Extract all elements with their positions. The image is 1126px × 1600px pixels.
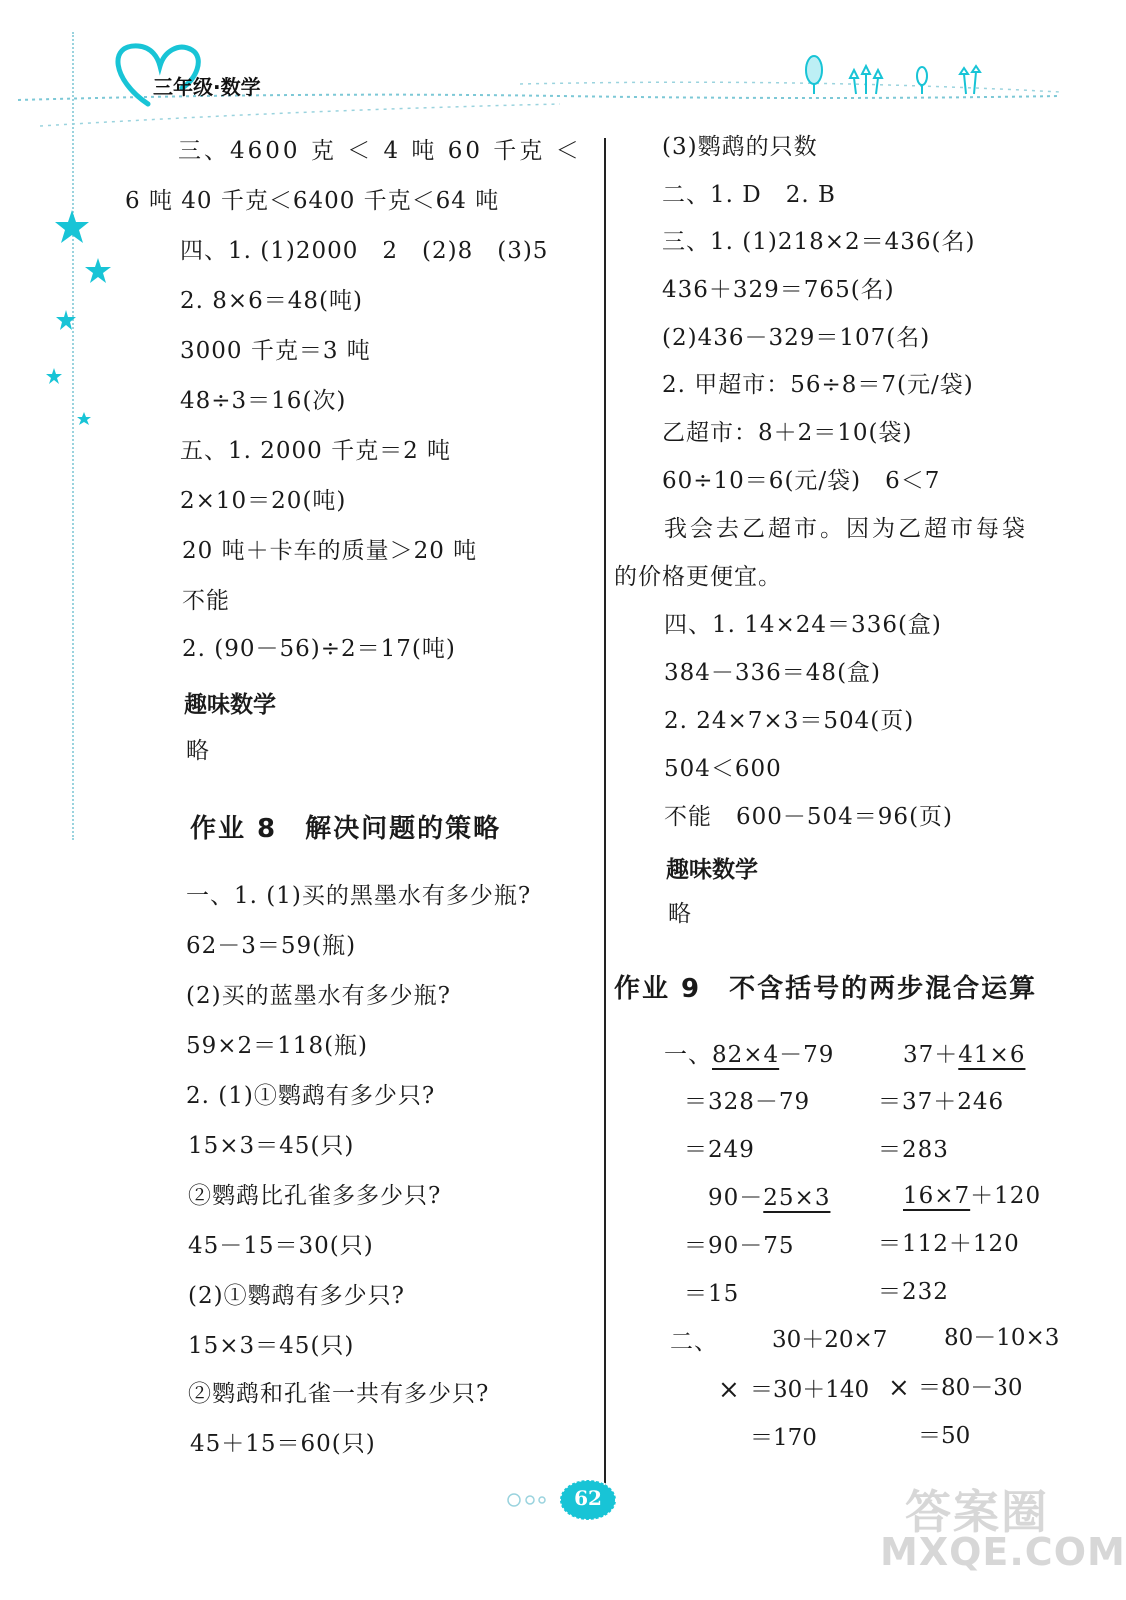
calc-a3: ＝249 [684, 1137, 755, 1163]
calc-a1-underlined: 82×4 [712, 1042, 780, 1068]
s8-line-2: 62－3＝59(瓶) [186, 933, 357, 959]
left-line-4: 2. 8×6＝48(吨) [180, 288, 364, 314]
right-line-11: 四、1. 14×24＝336(盒) [664, 612, 942, 638]
s8-line-7: ②鹦鹉比孔雀多多少只? [188, 1183, 442, 1209]
calc-d3: ＝232 [878, 1279, 949, 1305]
calc-b2: ＝37＋246 [878, 1089, 1005, 1115]
calc-f2: ＝80－30 [918, 1375, 1023, 1401]
left-line-5: 3000 千克＝3 吨 [180, 338, 371, 364]
calc-c1 [708, 1184, 830, 1212]
calc-b3: ＝283 [878, 1137, 949, 1163]
right-line-12: 384－336＝48(盒) [664, 660, 882, 686]
right-line-5: (2)436－329＝107(名) [662, 325, 931, 351]
page-number: 62 [574, 1486, 602, 1510]
right-line-6: 2. 甲超市：56÷8＝7(元/袋) [662, 372, 974, 398]
right-line-14: 504＜600 [664, 756, 782, 782]
left-line-7: 五、1. 2000 千克＝2 吨 [180, 438, 452, 464]
right-fun-math-title: 趣味数学 [666, 857, 758, 883]
s8-line-12: 45＋15＝60(只) [190, 1431, 376, 1457]
s8-line-1: 一、1. (1)买的黑墨水有多少瓶? [186, 883, 532, 909]
watermark-url: MXQE.COM [880, 1530, 1126, 1574]
calc-a1 [664, 1041, 834, 1069]
right-line-10: 的价格更便宜。 [614, 564, 782, 590]
calc-a1-rest: －79 [779, 1042, 835, 1068]
section-8-title: 作业 8 解决问题的策略 [190, 814, 502, 844]
s8-line-9: (2)①鹦鹉有多少只? [188, 1283, 405, 1309]
s8-line-4: 59×2＝118(瓶) [186, 1033, 369, 1059]
calc-e1: 30＋20×7 [772, 1327, 888, 1353]
left-line-6: 48÷3＝16(次) [180, 388, 347, 414]
calc-f3: ＝50 [918, 1423, 971, 1449]
left-fun-math-answer: 略 [186, 738, 210, 764]
right-line-2: 二、1. D 2. B [662, 182, 836, 208]
left-line-3: 四、1. (1)2000 2 (2)8 (3)5 [180, 238, 549, 264]
wrong-mark-icon: × [718, 1375, 741, 1405]
calc-f1: 80－10×3 [944, 1325, 1060, 1351]
calc-d1-underlined: 16×7 [903, 1183, 971, 1209]
s8-line-3: (2)买的蓝墨水有多少瓶? [186, 983, 451, 1009]
calc-prefix-2: 二、 [670, 1329, 718, 1355]
right-line-4: 436＋329＝765(名) [662, 277, 895, 303]
calc-b1-pre: 37＋ [903, 1042, 959, 1068]
calc-b1-underlined: 41×6 [958, 1042, 1026, 1068]
star-icons [40, 200, 120, 440]
section-9-title: 作业 9 不含括号的两步混合运算 [614, 974, 1038, 1004]
watermark-text: 答案圈 [905, 1485, 1049, 1539]
s8-line-5: 2. (1)①鹦鹉有多少只? [186, 1083, 436, 1109]
left-line-8: 2×10＝20(吨) [180, 488, 347, 514]
column-divider [604, 138, 606, 1486]
left-line-10: 不能 [182, 588, 230, 614]
s8-line-10: 15×3＝45(只) [188, 1333, 355, 1359]
calc-e2: ＝30＋140 [750, 1377, 870, 1403]
calc-d1 [903, 1182, 1041, 1210]
calc-c1-pre: 90－ [708, 1185, 764, 1211]
right-line-7: 乙超市：8＋2＝10(袋) [662, 420, 913, 446]
calc-a2: ＝328－79 [684, 1089, 811, 1115]
header-decoration [0, 0, 1082, 140]
right-line-3: 三、1. (1)218×2＝436(名) [662, 229, 976, 255]
right-line-8: 60÷10＝6(元/袋) 6＜7 [662, 468, 941, 494]
left-fun-math-title: 趣味数学 [184, 692, 276, 718]
calc-d2: ＝112＋120 [878, 1231, 1020, 1257]
left-line-11: 2. (90－56)÷2＝17(吨) [182, 636, 456, 662]
calc-b1 [903, 1041, 1025, 1069]
s8-line-11: ②鹦鹉和孔雀一共有多少只? [188, 1381, 490, 1407]
wrong-mark-icon: × [888, 1373, 911, 1403]
left-line-9: 20 吨＋卡车的质量＞20 吨 [182, 538, 478, 564]
calc-c2: ＝90－75 [684, 1233, 795, 1259]
calc-c1-underlined: 25×3 [763, 1185, 831, 1211]
right-line-13: 2. 24×7×3＝504(页) [664, 708, 915, 734]
calc-prefix-1: 一、 [664, 1042, 712, 1068]
s8-line-6: 15×3＝45(只) [188, 1133, 355, 1159]
calc-d1-rest: ＋120 [970, 1183, 1042, 1209]
right-line-9: 我会去乙超市。因为乙超市每袋 [664, 516, 1028, 542]
calc-e3: ＝170 [750, 1425, 817, 1451]
right-fun-math-answer: 略 [668, 901, 692, 927]
header-title: 三年级·数学 [153, 75, 261, 99]
page-number-decoration [490, 1474, 630, 1530]
right-line-1: (3)鹦鹉的只数 [662, 134, 818, 160]
left-line-2: 6 吨 40 千克＜6400 千克＜64 吨 [125, 188, 500, 214]
calc-c3: ＝15 [684, 1281, 740, 1307]
s8-line-8: 45－15＝30(只) [188, 1233, 374, 1259]
right-line-15: 不能 600－504＝96(页) [664, 804, 954, 830]
left-line-1: 三、4600 克 ＜ 4 吨 60 千克 ＜ [178, 138, 582, 164]
